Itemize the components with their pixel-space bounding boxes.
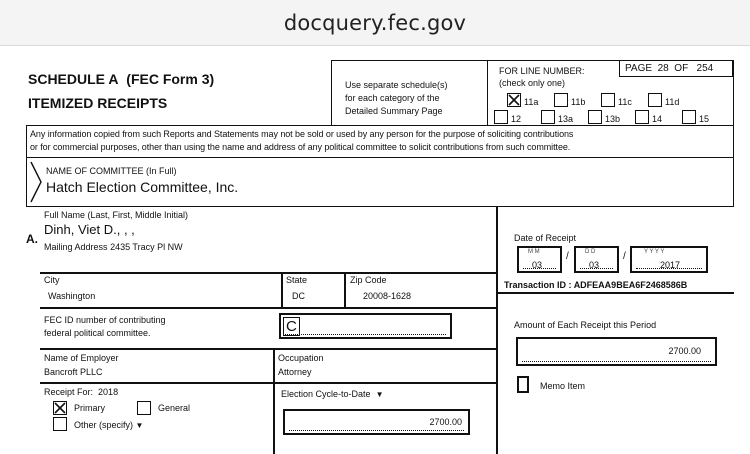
check-x-icon xyxy=(54,402,66,414)
zip-value: 20008-1628 xyxy=(363,291,412,301)
general-checkbox[interactable] xyxy=(137,401,151,415)
date-label: Date of Receipt xyxy=(514,233,577,243)
other-checkbox[interactable] xyxy=(53,417,67,431)
full-name-label: Full Name (Last, First, Middle Initial) xyxy=(44,210,189,220)
date-year-input[interactable]: Y Y Y Y 2017 xyxy=(630,246,708,273)
date-month-input[interactable]: M M 03 xyxy=(517,246,562,273)
primary-label: Primary xyxy=(74,403,105,413)
triangle-down-icon: ▼ xyxy=(135,421,144,430)
disclaimer-box: Any information copied from such Reports and Statements may not be sold or used by any person for the purpose of soliciting contributions or for commercial purposes, other than using the name and address of any political committee to solicit contributions from such committee. xyxy=(26,125,734,158)
primary-checkbox[interactable] xyxy=(53,401,67,415)
line-number-box: FOR LINE NUMBER: (check only one) PAGE 28 OF 254 11a 11b 11c 11d 12 13a 13b 14 15 xyxy=(487,60,734,126)
amount-value: 2700.00 xyxy=(668,346,701,356)
schedule-note-box: Use separate schedule(s) for each category of the Detailed Summary Page xyxy=(331,60,488,126)
general-label: General xyxy=(158,403,191,413)
occupation-label: Occupation xyxy=(278,353,324,363)
entry-letter: A. xyxy=(26,232,38,246)
transaction-id: Transaction ID : ADFEAA9BEA6F2468586B xyxy=(504,280,688,290)
state-label: State xyxy=(286,275,308,285)
line-11c-checkbox[interactable] xyxy=(601,93,615,107)
line-14-checkbox[interactable] xyxy=(635,110,649,124)
schedule-title: SCHEDULE A (FEC Form 3) xyxy=(28,71,215,87)
zip-label: Zip Code xyxy=(350,275,387,285)
cycle-label: Election Cycle-to-Date ▼ xyxy=(281,389,384,399)
url-text: docquery.fec.gov xyxy=(283,10,467,35)
full-name-value: Dinh, Viet D., , , xyxy=(44,222,135,237)
committee-name: Hatch Election Committee, Inc. xyxy=(46,179,239,195)
line-13b-checkbox[interactable] xyxy=(588,110,602,124)
occupation-value: Attorney xyxy=(278,367,312,377)
cycle-amount-value: 2700.00 xyxy=(429,417,462,427)
line-number-label: FOR LINE NUMBER: xyxy=(499,66,585,76)
committee-box xyxy=(26,157,734,207)
line-15-checkbox[interactable] xyxy=(682,110,696,124)
page-number-box: PAGE 28 OF 254 xyxy=(619,60,733,77)
triangle-down-icon: ▼ xyxy=(375,390,384,399)
employer-value: Bancroft PLLC xyxy=(44,367,103,377)
fec-id-label-2: federal political committee. xyxy=(44,328,151,338)
line-12-checkbox[interactable] xyxy=(494,110,508,124)
city-value: Washington xyxy=(48,291,96,301)
line-11a-checkbox[interactable] xyxy=(507,93,521,107)
cycle-amount-input[interactable] xyxy=(283,409,470,435)
fec-id-label-1: FEC ID number of contributing xyxy=(44,315,166,325)
line-13a-checkbox[interactable] xyxy=(541,110,555,124)
memo-item-checkbox[interactable] xyxy=(517,376,529,393)
other-label: Other (specify) ▼ xyxy=(74,420,144,430)
bracket-arrow-icon xyxy=(29,160,43,204)
line-11d-checkbox[interactable] xyxy=(648,93,662,107)
line-11b-checkbox[interactable] xyxy=(554,93,568,107)
date-day-input[interactable]: D D 03 xyxy=(574,246,619,273)
receipt-for: Receipt For: 2018 xyxy=(44,387,119,397)
mailing-address: Mailing Address 2435 Tracy Pl NW xyxy=(44,242,183,252)
amount-input[interactable] xyxy=(516,337,717,366)
memo-item-label: Memo Item xyxy=(540,381,586,391)
committee-label: NAME OF COMMITTEE (In Full) xyxy=(46,166,177,176)
check-x-icon xyxy=(508,94,520,106)
city-label: City xyxy=(44,275,60,285)
browser-address-bar[interactable] xyxy=(0,0,750,46)
fec-id-input[interactable]: C xyxy=(279,313,452,339)
form-subtitle: ITEMIZED RECEIPTS xyxy=(28,95,168,111)
state-value: DC xyxy=(292,291,305,301)
fec-form-page: SCHEDULE A (FEC Form 3) ITEMIZED RECEIPTS Use separate schedule(s) for each category of the Detailed Summary Page FOR LINE NUMBER: (check only one) PAGE 28 OF 254 11a 11b 11c 11d 12 13a 13b 14 15 Any information copied from such Reports and Statements may not be sold or used by any person for the purpose of soliciting contributions or for commercial purposes, other than using the name and address of any political committee to solicit contributions from such committee. NAME OF COMMITTEE (In Full) Hatch Election Committee, Inc. A. Full Name (Last, First, Middle Initial) Dinh, Viet D., , , Mailing Address 2435 Tracy Pl NW City Washington State DC Zip Code 20008-1628 FEC ID number of contributing federal political committee. C Name of Employer Bancroft PLLC Occupation Attorney Receipt For: 2018 Primary General Other (specify) ▼ Election Cycle-to-Date ▼ 2700.00 Date of Receipt M M 03 / D D 03 / Y Y Y Y 2017 Transaction ID : ADFEAA9BEA6F2468586B Amount of Each Receipt this Period 2700.00 Memo Item xyxy=(0,46,750,454)
amount-label: Amount of Each Receipt this Period xyxy=(514,320,657,330)
employer-label: Name of Employer xyxy=(44,353,119,363)
check-only-one: (check only one) xyxy=(499,78,566,88)
